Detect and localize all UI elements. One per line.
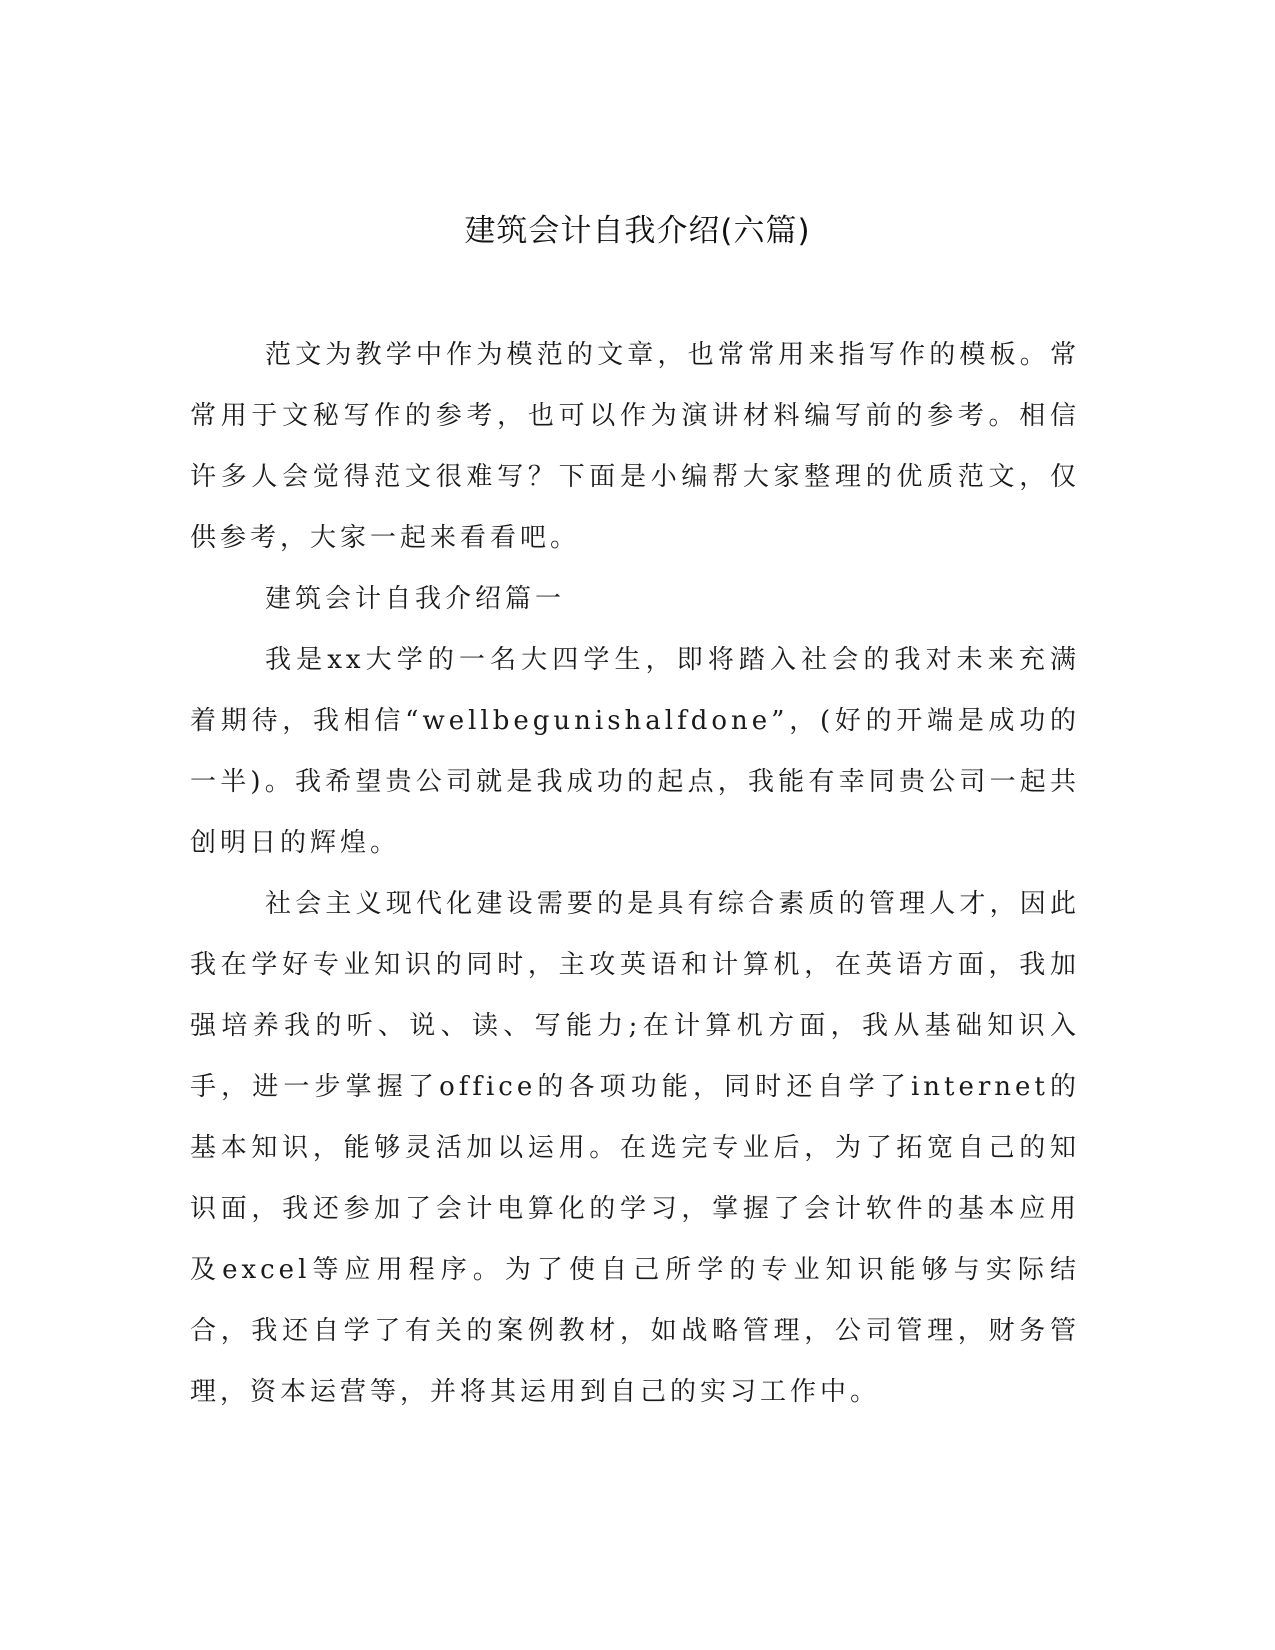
intro-paragraph: 范文为教学中作为模范的文章，也常常用来指写作的模板。常常用于文秘写作的参考，也可以作为演讲材料编写前的参考。相信许多人会觉得范文很难写？下面是小编帮大家整理的优质范文，仅供参考，大家一起来看看吧。 [190, 340, 1080, 553]
document-title: 建筑会计自我介绍(六篇) [464, 213, 811, 249]
document-body [190, 325, 1080, 1423]
section-heading: 建筑会计自我介绍篇一 [265, 584, 566, 614]
body-paragraph: 我是xx大学的一名大四学生，即将踏入社会的我对未来充满着期待，我相信“wellbegunishalfdone”，(好的开端是成功的一半)。我希望贵公司就是我成功的起点，我能有幸同贵公司一起共创明日的辉煌。 [190, 645, 1080, 858]
body-paragraph: 社会主义现代化建设需要的是具有综合素质的管理人才，因此我在学好专业知识的同时，主攻英语和计算机，在英语方面，我加强培养我的听、说、读、写能力;在计算机方面，我从基础知识入手，进一步掌握了office的各项功能，同时还自学了internet的基本知识，能够灵活加以运用。在选完专业后，为了拓宽自己的知识面，我还参加了会计电算化的学习，掌握了会计软件的基本应用及excel等应用程序。为了使自己所学的专业知识能够与实际结合，我还自学了有关的案例教材，如战略管理，公司管理，财务管理，资本运营等，并将其运用到自己的实习工作中。 [190, 889, 1080, 1407]
